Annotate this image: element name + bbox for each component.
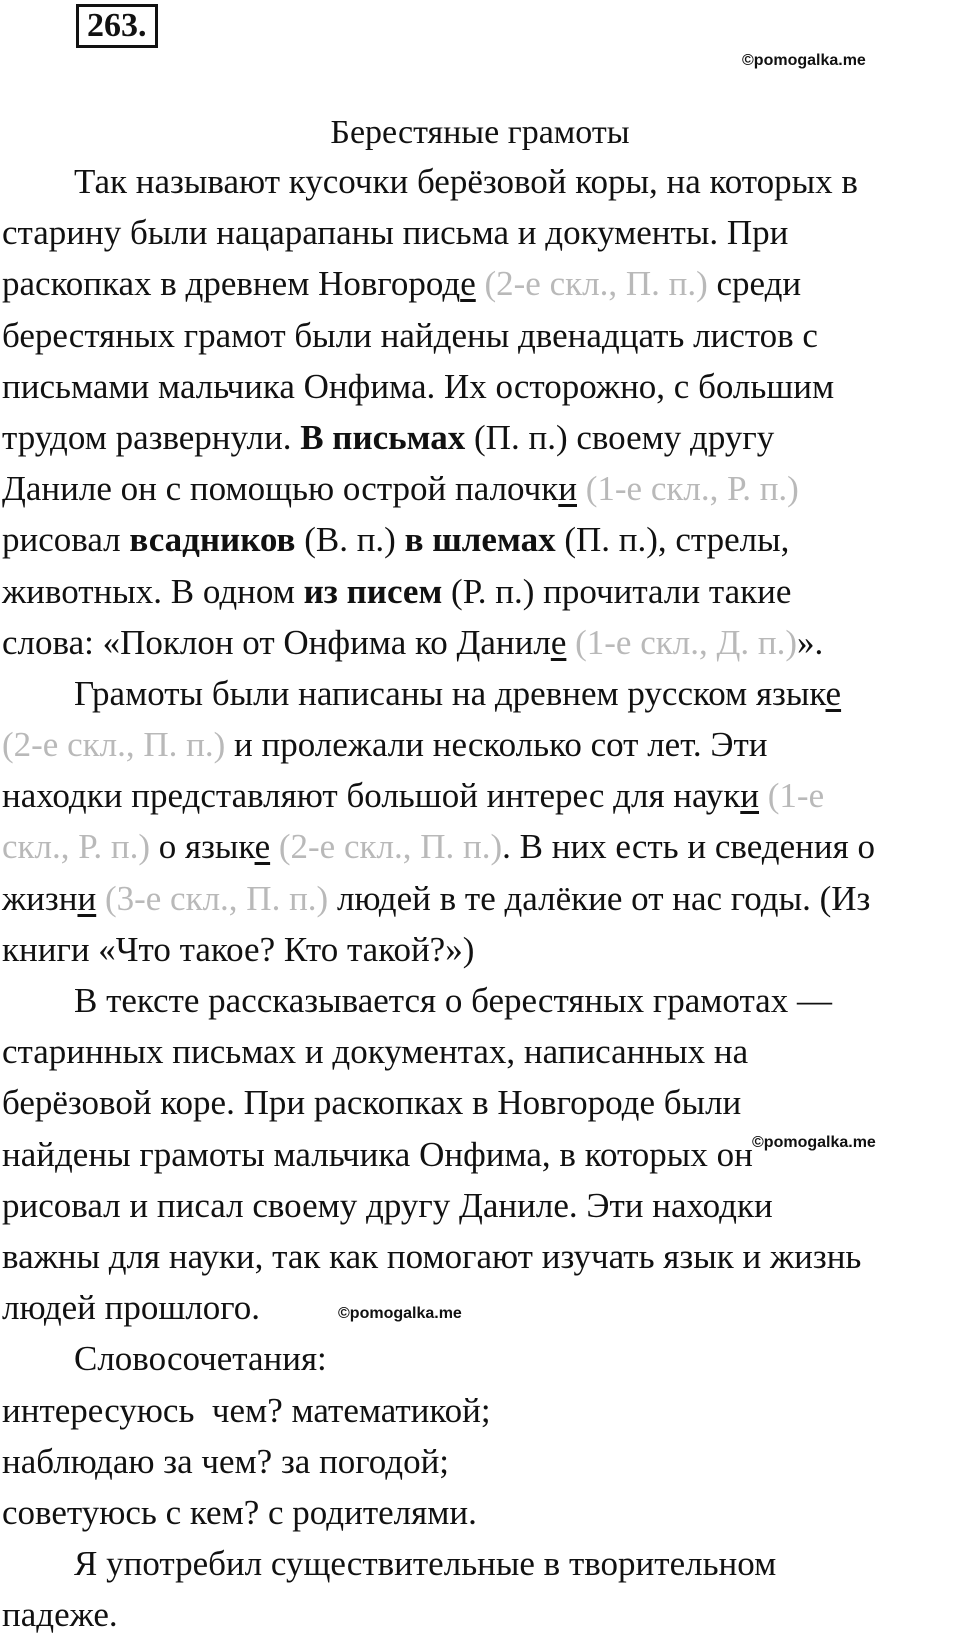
bold-phrase: В письмах — [300, 417, 466, 457]
text-line: скл., Р. п.) о языке (2-е скл., П. п.). В них есть и сведения о — [2, 827, 875, 867]
text-line: письмами мальчика Онфима. Их осторожно, с большим — [2, 366, 835, 406]
ending: е — [550, 622, 567, 662]
watermark: ©pomogalka.me — [338, 1305, 462, 1322]
text-title: Берестяные грамоты — [330, 114, 630, 151]
text-line: берестяных грамот были найдены двенадцать листов с — [2, 315, 818, 355]
text-line: книги «Что такое? Кто такой?») — [2, 929, 475, 969]
watermark: ©pomogalka.me — [752, 1134, 876, 1151]
document-body — [2, 156, 952, 1640]
exercise-number: 263. — [76, 4, 158, 48]
ending: е — [254, 827, 271, 867]
bold-phrase: из писем — [303, 571, 443, 611]
grammar-note: (1-е — [759, 776, 825, 816]
text-line: раскопках в древнем Новгороде (2-е скл., П. п.) среди — [2, 264, 802, 304]
text-line: (2-е скл., П. п.) и пролежали несколько сот лет. Эти — [2, 725, 768, 765]
grammar-note: (1-е скл., Д. п.) — [566, 622, 797, 662]
bold-phrase: всадников — [129, 520, 296, 560]
grammar-note: (2-е скл., П. п.) — [270, 827, 503, 867]
text-line: Так называют кусочки берёзовой коры, на которых в — [74, 162, 858, 201]
watermark: ©pomogalka.me — [742, 52, 866, 69]
text-line: Я употребил существительные в творительном — [74, 1544, 777, 1584]
grammar-note: (2-е скл., П. п.) — [475, 264, 708, 304]
text-line: найдены грамоты мальчика Онфима, в которых он — [2, 1134, 753, 1174]
text-line: старину были нацарапаны письма и документы. При — [2, 213, 789, 253]
text-line: рисовал и писал своему другу Даниле. Эти находки — [2, 1185, 773, 1225]
ending: е — [825, 673, 842, 713]
grammar-note: скл., Р. п.) — [2, 827, 150, 867]
text-line: слова: «Поклон от Онфима ко Даниле (1-е скл., Д. п.)». — [2, 622, 824, 662]
grammar-note: (1-е скл., Р. п.) — [577, 469, 799, 509]
ending: е — [460, 264, 476, 304]
text-line: рисовал всадников (В. п.) в шлемах (П. п.), стрелы, — [2, 520, 790, 560]
text-line: трудом развернули. В письмах (П. п.) своему другу — [2, 417, 775, 457]
text-line: Даниле он с помощью острой палочки (1-е скл., Р. п.) — [2, 469, 799, 509]
collocations-heading: Словосочетания: — [74, 1339, 327, 1379]
text-line: животных. В одном из писем (Р. п.) прочитали такие — [2, 571, 792, 611]
collocation-item: советуюсь с кем? с родителями. — [2, 1492, 477, 1532]
text-line: старинных письмах и документах, написанных на — [2, 1032, 749, 1072]
ending: и — [740, 776, 760, 816]
text-line: людей прошлого. — [2, 1288, 261, 1328]
text-line: Грамоты были написаны на древнем русском языке — [74, 673, 842, 713]
collocation-item: наблюдаю за чем? за погодой; — [2, 1441, 450, 1481]
text-line: жизни (3-е скл., П. п.) людей в те далёкие от нас годы. (Из — [2, 878, 871, 918]
ending: и — [558, 469, 577, 509]
grammar-note: (2-е скл., П. п.) — [2, 725, 226, 765]
text-line: берёзовой коре. При раскопках в Новгороде были — [2, 1083, 742, 1123]
text-line: В тексте рассказывается о берестяных грамотах — — [74, 981, 832, 1020]
ending: и — [77, 878, 97, 918]
text-line: важны для науки, так как помогают изучать язык и жизнь — [2, 1236, 862, 1276]
text-line: находки представляют большой интерес для науки (1-е — [2, 776, 825, 816]
grammar-note: (3-е скл., П. п.) — [96, 878, 329, 918]
collocation-item: интересуюсь чем? математикой; — [2, 1390, 491, 1430]
bold-phrase: в шлемах — [404, 520, 556, 560]
text-line: падеже. — [2, 1595, 118, 1635]
